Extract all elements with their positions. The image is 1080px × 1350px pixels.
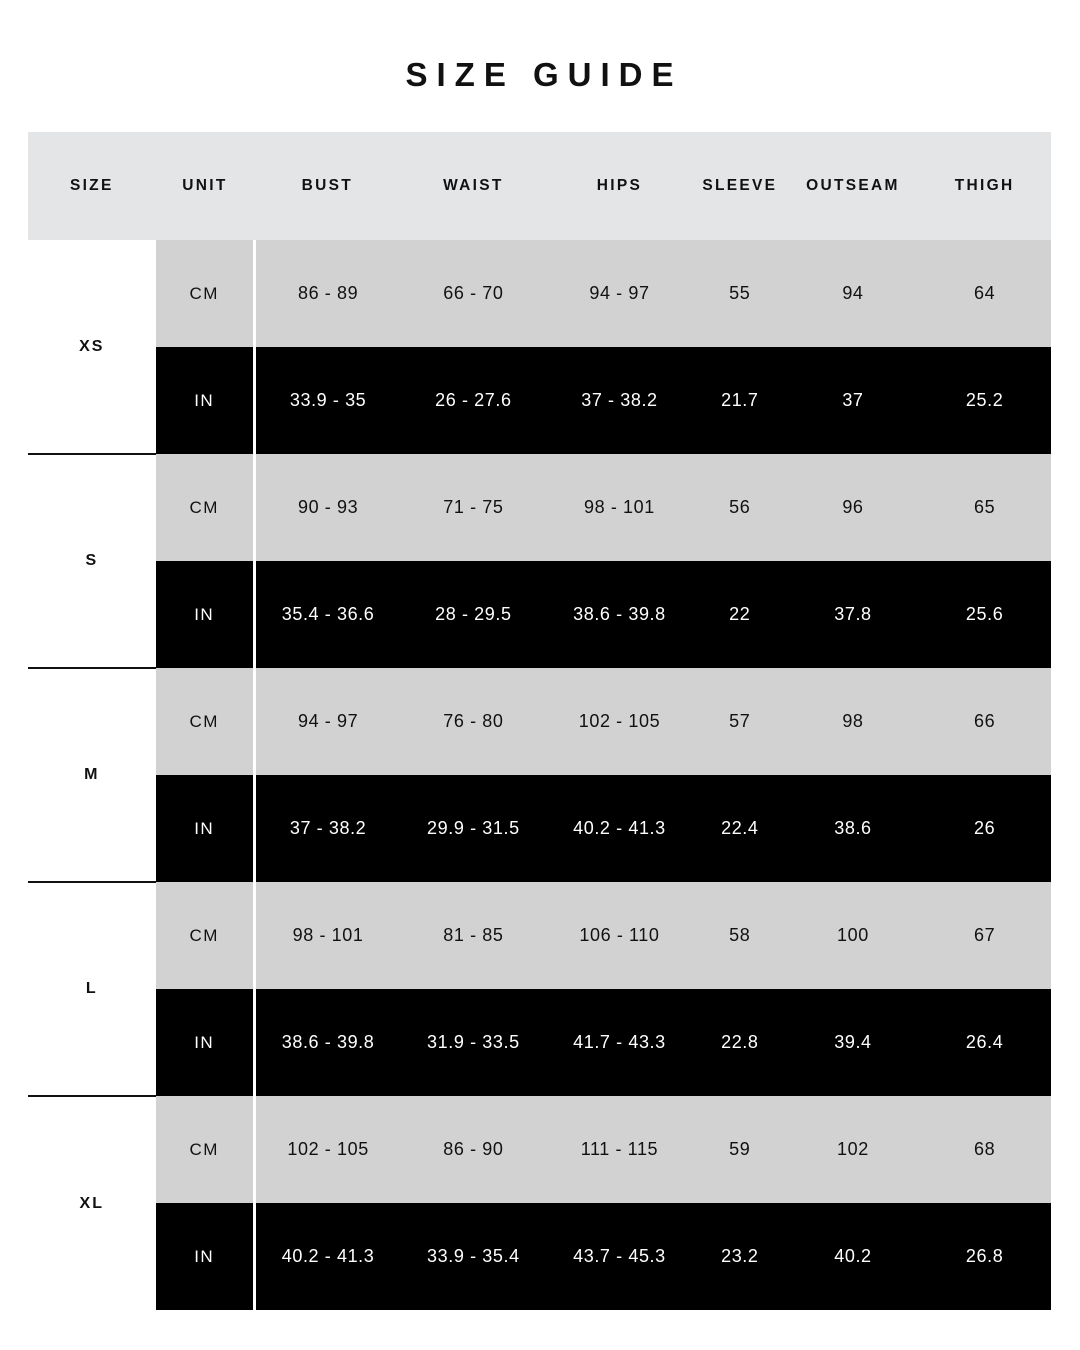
cell-hips: 41.7 - 43.3	[546, 989, 692, 1096]
table-row	[28, 561, 1051, 668]
table-row	[28, 668, 1051, 775]
cell-bust: 86 - 89	[254, 240, 400, 347]
cell-waist: 81 - 85	[400, 882, 546, 989]
cell-thigh: 68	[919, 1096, 1051, 1203]
cell-sleeve: 59	[692, 1096, 787, 1203]
cell-thigh: 25.2	[919, 347, 1051, 454]
column-header-outseam: OUTSEAM	[787, 132, 919, 240]
cell-hips: 111 - 115	[546, 1096, 692, 1203]
cell-hips: 40.2 - 41.3	[546, 775, 692, 882]
size-label: L	[28, 882, 156, 1096]
cell-outseam: 96	[787, 454, 919, 561]
cell-sleeve: 23.2	[692, 1203, 787, 1310]
cell-outseam: 39.4	[787, 989, 919, 1096]
unit-label: IN	[156, 775, 255, 882]
cell-outseam: 37.8	[787, 561, 919, 668]
cell-waist: 76 - 80	[400, 668, 546, 775]
cell-waist: 86 - 90	[400, 1096, 546, 1203]
table-row	[28, 989, 1051, 1096]
cell-thigh: 67	[919, 882, 1051, 989]
table-row	[28, 1203, 1051, 1310]
cell-hips: 94 - 97	[546, 240, 692, 347]
cell-hips: 102 - 105	[546, 668, 692, 775]
cell-outseam: 102	[787, 1096, 919, 1203]
cell-outseam: 100	[787, 882, 919, 989]
cell-thigh: 64	[919, 240, 1051, 347]
cell-bust: 33.9 - 35	[254, 347, 400, 454]
table-header-row	[28, 132, 1051, 240]
cell-outseam: 98	[787, 668, 919, 775]
table-row	[28, 454, 1051, 561]
column-header-waist: WAIST	[400, 132, 546, 240]
column-header-bust: BUST	[254, 132, 400, 240]
column-header-unit: UNIT	[156, 132, 255, 240]
cell-bust: 35.4 - 36.6	[254, 561, 400, 668]
size-guide-table	[28, 132, 1052, 1310]
column-header-thigh: THIGH	[919, 132, 1051, 240]
cell-thigh: 26.8	[919, 1203, 1051, 1310]
unit-label: CM	[156, 668, 255, 775]
column-header-size: SIZE	[28, 132, 156, 240]
table-header	[28, 132, 1051, 240]
cell-waist: 28 - 29.5	[400, 561, 546, 668]
cell-waist: 26 - 27.6	[400, 347, 546, 454]
cell-outseam: 94	[787, 240, 919, 347]
table-row	[28, 1096, 1051, 1203]
cell-sleeve: 22	[692, 561, 787, 668]
cell-waist: 31.9 - 33.5	[400, 989, 546, 1096]
size-label: S	[28, 454, 156, 668]
cell-hips: 43.7 - 45.3	[546, 1203, 692, 1310]
cell-bust: 40.2 - 41.3	[254, 1203, 400, 1310]
page-title: SIZE GUIDE	[405, 56, 683, 93]
cell-bust: 102 - 105	[254, 1096, 400, 1203]
table-body	[28, 240, 1051, 1310]
cell-bust: 38.6 - 39.8	[254, 989, 400, 1096]
unit-label: CM	[156, 240, 255, 347]
unit-label: CM	[156, 454, 255, 561]
cell-hips: 38.6 - 39.8	[546, 561, 692, 668]
cell-waist: 71 - 75	[400, 454, 546, 561]
column-header-hips: HIPS	[546, 132, 692, 240]
cell-thigh: 66	[919, 668, 1051, 775]
table-row	[28, 775, 1051, 882]
size-label: M	[28, 668, 156, 882]
unit-label: CM	[156, 882, 255, 989]
size-label: XL	[28, 1096, 156, 1310]
unit-label: IN	[156, 1203, 255, 1310]
cell-thigh: 25.6	[919, 561, 1051, 668]
cell-waist: 33.9 - 35.4	[400, 1203, 546, 1310]
cell-bust: 90 - 93	[254, 454, 400, 561]
column-header-sleeve: SLEEVE	[692, 132, 787, 240]
cell-sleeve: 22.8	[692, 989, 787, 1096]
cell-thigh: 26	[919, 775, 1051, 882]
size-label: XS	[28, 240, 156, 454]
cell-outseam: 40.2	[787, 1203, 919, 1310]
table-row	[28, 347, 1051, 454]
cell-bust: 94 - 97	[254, 668, 400, 775]
unit-label: IN	[156, 347, 255, 454]
cell-bust: 37 - 38.2	[254, 775, 400, 882]
cell-thigh: 65	[919, 454, 1051, 561]
cell-hips: 106 - 110	[546, 882, 692, 989]
cell-sleeve: 55	[692, 240, 787, 347]
cell-hips: 37 - 38.2	[546, 347, 692, 454]
unit-label: IN	[156, 989, 255, 1096]
cell-sleeve: 21.7	[692, 347, 787, 454]
unit-label: IN	[156, 561, 255, 668]
cell-sleeve: 57	[692, 668, 787, 775]
cell-waist: 66 - 70	[400, 240, 546, 347]
cell-waist: 29.9 - 31.5	[400, 775, 546, 882]
cell-sleeve: 58	[692, 882, 787, 989]
cell-bust: 98 - 101	[254, 882, 400, 989]
table-row	[28, 240, 1051, 347]
cell-sleeve: 22.4	[692, 775, 787, 882]
table-row	[28, 882, 1051, 989]
unit-label: CM	[156, 1096, 255, 1203]
cell-hips: 98 - 101	[546, 454, 692, 561]
cell-outseam: 37	[787, 347, 919, 454]
cell-sleeve: 56	[692, 454, 787, 561]
cell-outseam: 38.6	[787, 775, 919, 882]
cell-thigh: 26.4	[919, 989, 1051, 1096]
